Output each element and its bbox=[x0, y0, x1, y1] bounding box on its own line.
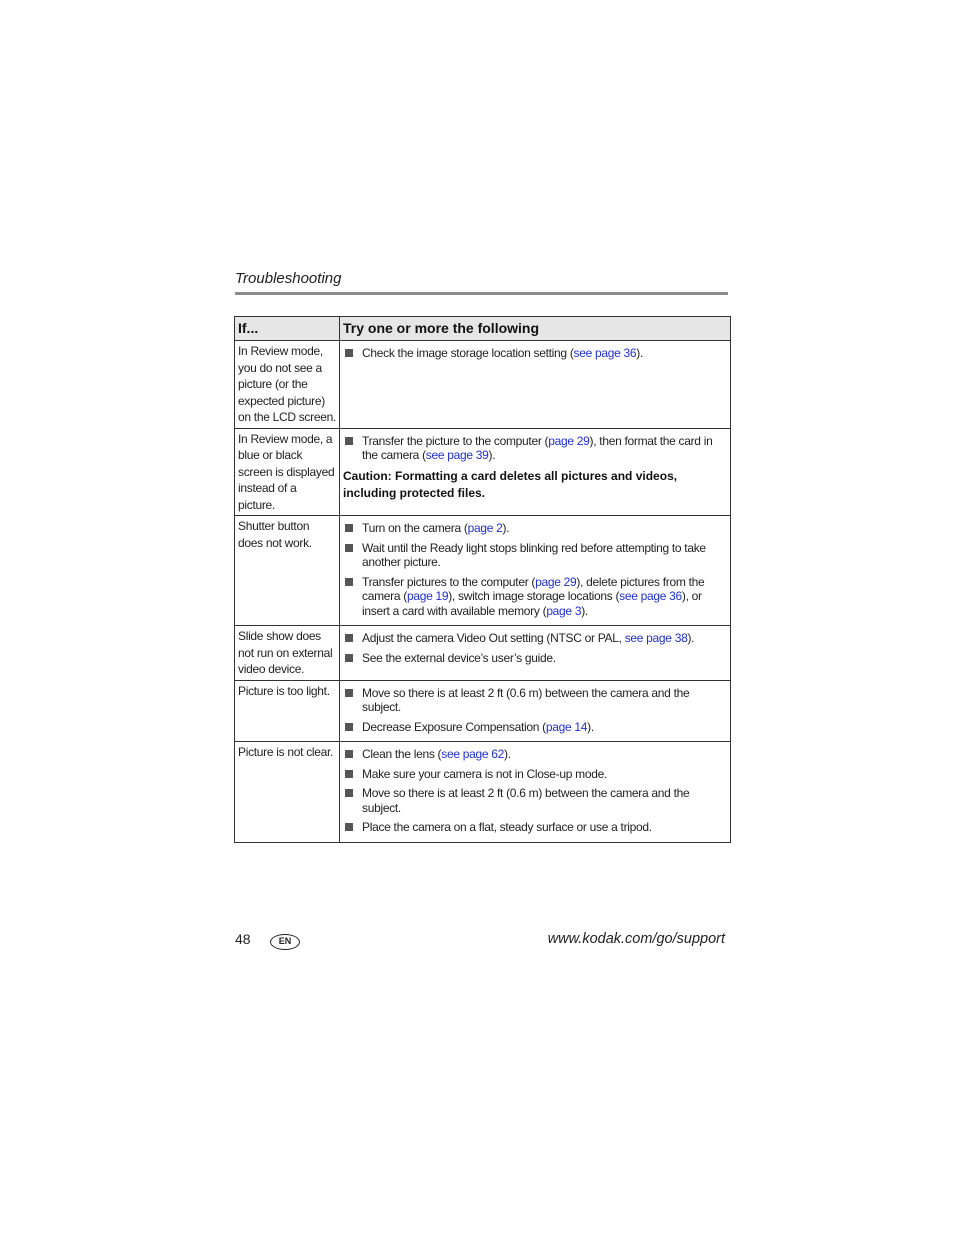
column-header-actions: Try one or more the following bbox=[340, 317, 731, 341]
condition-cell: Picture is not clear. bbox=[235, 742, 340, 843]
table-row bbox=[235, 742, 731, 843]
action-list bbox=[343, 346, 727, 361]
page-reference-link[interactable]: see page 38 bbox=[624, 631, 688, 645]
list-item bbox=[343, 521, 727, 536]
table-body bbox=[235, 341, 731, 843]
section-title: Troubleshooting bbox=[235, 270, 342, 287]
table-header-row bbox=[235, 317, 731, 341]
action-text: See the external device’s user’s guide. bbox=[362, 650, 556, 665]
square-bullet-icon bbox=[345, 578, 353, 586]
action-text: ). bbox=[502, 521, 510, 535]
action-text: Wait until the Ready light stops blinking red before attempting to take another picture. bbox=[362, 540, 706, 569]
action-list bbox=[343, 686, 727, 735]
action-text: ). bbox=[636, 346, 644, 360]
table-row bbox=[235, 680, 731, 742]
caution-note: Caution: Formatting a card deletes all pictures and videos, including protected files. bbox=[343, 468, 678, 500]
list-item bbox=[343, 651, 727, 666]
page-reference-link[interactable]: page 19 bbox=[406, 589, 449, 603]
action-text: Adjust the camera Video Out setting (NTSC or PAL, bbox=[362, 631, 625, 645]
action-text: ), then format the card in the camera ( bbox=[362, 433, 713, 462]
action-text: Make sure your camera is not in Close-up mode. bbox=[362, 766, 607, 781]
header-rule bbox=[235, 292, 728, 295]
action-text: ), switch image storage locations ( bbox=[448, 589, 620, 603]
page-reference-link[interactable]: page 14 bbox=[545, 719, 588, 734]
action-text: Transfer the picture to the computer ( bbox=[362, 433, 549, 448]
page-reference-link[interactable]: see page 62 bbox=[441, 747, 505, 761]
square-bullet-icon bbox=[345, 750, 353, 758]
action-text: Move so there is at least 2 ft (0.6 m) between the camera and the subject. bbox=[362, 786, 690, 815]
action-text: Transfer pictures to the computer ( bbox=[362, 574, 536, 589]
list-item bbox=[343, 767, 727, 782]
square-bullet-icon bbox=[345, 689, 353, 697]
actions-cell bbox=[340, 516, 731, 626]
action-text: Decrease Exposure Compensation ( bbox=[362, 719, 546, 734]
support-url-link[interactable]: www.kodak.com/go/support bbox=[547, 931, 725, 947]
action-text: Clean the lens ( bbox=[362, 747, 442, 761]
action-text: ). bbox=[504, 747, 511, 761]
list-item bbox=[343, 434, 727, 463]
condition-cell: In Review mode, a blue or black screen is displayed instead of a picture. bbox=[235, 428, 340, 516]
page-reference-link[interactable]: see page 39 bbox=[425, 448, 489, 462]
action-text: Place the camera on a flat, steady surface or use a tripod. bbox=[362, 820, 652, 834]
condition-cell: Shutter button does not work. bbox=[235, 516, 340, 626]
square-bullet-icon bbox=[345, 789, 353, 797]
list-item bbox=[343, 686, 727, 715]
list-item bbox=[343, 575, 727, 619]
action-list bbox=[343, 747, 727, 835]
list-item bbox=[343, 747, 727, 762]
page-reference-link[interactable]: page 29 bbox=[535, 574, 577, 589]
list-item bbox=[343, 631, 727, 646]
condition-cell: In Review mode, you do not see a picture (or the expected picture) on the LCD screen. bbox=[235, 341, 340, 429]
action-text: Move so there is at least 2 ft (0.6 m) between the camera and the subject. bbox=[362, 685, 690, 714]
square-bullet-icon bbox=[345, 544, 353, 552]
action-text: ). bbox=[687, 631, 695, 645]
square-bullet-icon bbox=[345, 770, 353, 778]
square-bullet-icon bbox=[345, 634, 353, 642]
action-text: ). bbox=[581, 603, 588, 618]
condition-cell: Slide show does not run on external video device. bbox=[235, 626, 340, 681]
list-item bbox=[343, 786, 727, 815]
action-text: Turn on the camera ( bbox=[362, 521, 468, 535]
action-text: Check the image storage location setting ( bbox=[362, 346, 574, 360]
page-reference-link[interactable]: page 29 bbox=[548, 433, 590, 448]
condition-cell: Picture is too light. bbox=[235, 680, 340, 742]
list-item bbox=[343, 820, 727, 835]
list-item bbox=[343, 346, 727, 361]
action-text: ). bbox=[488, 448, 496, 462]
list-item bbox=[343, 720, 727, 735]
action-list bbox=[343, 631, 727, 665]
square-bullet-icon bbox=[345, 524, 353, 532]
page-reference-link[interactable]: see page 36 bbox=[619, 589, 682, 603]
table-row bbox=[235, 516, 731, 626]
action-list bbox=[343, 434, 727, 463]
page-reference-link[interactable]: see page 36 bbox=[573, 346, 637, 360]
page-reference-link[interactable]: page 2 bbox=[467, 521, 503, 535]
action-text: ), or insert a card with available memory ( bbox=[362, 589, 702, 618]
action-list bbox=[343, 521, 727, 618]
action-text: ). bbox=[587, 719, 594, 734]
language-badge: EN bbox=[270, 934, 300, 950]
page-number: 48 bbox=[235, 931, 251, 947]
actions-cell bbox=[340, 680, 731, 742]
column-header-if: If... bbox=[235, 317, 340, 341]
actions-cell bbox=[340, 626, 731, 681]
list-item bbox=[343, 541, 727, 570]
square-bullet-icon bbox=[345, 823, 353, 831]
page-reference-link[interactable]: page 3 bbox=[546, 603, 582, 618]
troubleshooting-table bbox=[234, 316, 731, 843]
table-row bbox=[235, 341, 731, 429]
actions-cell bbox=[340, 742, 731, 843]
actions-cell bbox=[340, 341, 731, 429]
square-bullet-icon bbox=[345, 437, 353, 445]
table-row bbox=[235, 428, 731, 516]
square-bullet-icon bbox=[345, 349, 353, 357]
square-bullet-icon bbox=[345, 654, 353, 662]
actions-cell bbox=[340, 428, 731, 516]
action-text: ), delete pictures from the camera ( bbox=[362, 574, 705, 603]
square-bullet-icon bbox=[345, 723, 353, 731]
table-row bbox=[235, 626, 731, 681]
